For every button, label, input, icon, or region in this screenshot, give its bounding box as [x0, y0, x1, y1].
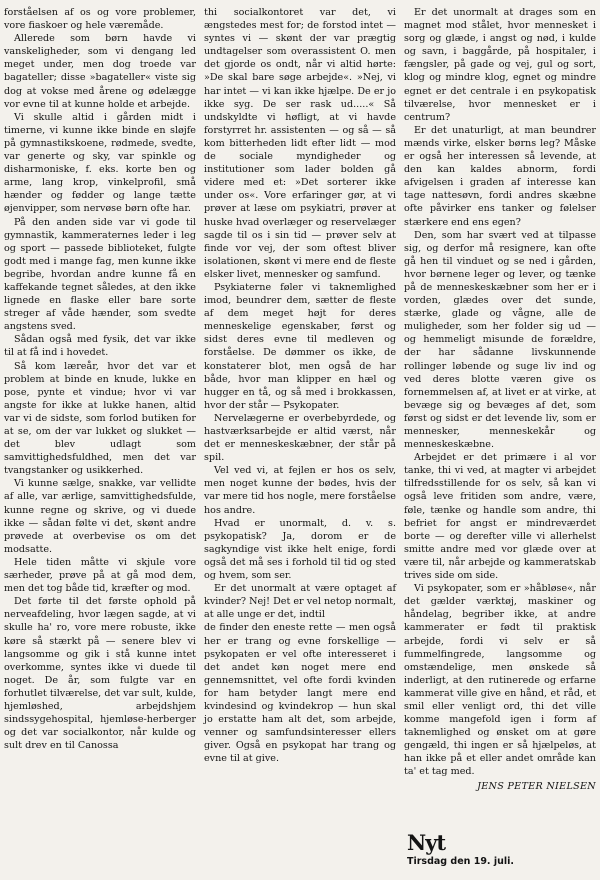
newspaper-logo: Nyt	[407, 830, 446, 855]
paragraph: Nervelægerne er overbebyrdede, og hastværksarbejde er altid værst, når det er menneskeskæbner, der står på spil.	[204, 412, 396, 464]
column-2	[204, 6, 396, 793]
paragraph: Arbejdet er det primære i al vor tanke, thi vi ved, at magter vi arbejdet tilfredsstillende for os selv, så kan vi også leve fritiden som andre, være, føle, tænke og handle som andre, thi befriet for angst er mindreværdet borte — og derefter ville vi allerhelst smitte andre med vor glæde over at være til, når arbejde og kammeratskab trives side om side.	[404, 452, 596, 582]
paragraph: Vel ved vi, at fejlen er hos os selv, men noget kunne der bødes, hvis der var mere tid hos nogle, mere forståelse hos andre.	[204, 465, 396, 516]
paragraph: Er det unormalt at drages som en magnet mod stålet, hvor mennesket i sorg og glæde, i angst og nød, i kulde og savn, i baggårde, på hospitaler, i fængsler, på gade og vej, gul og sort, klog og mindre klog, egnet og mindre egnet er det centrale i en psykopatisk tilværelse, hvor mennesket er i centrum?	[404, 7, 596, 123]
next-issue-notice	[407, 832, 597, 867]
paragraph: Hele tiden måtte vi skjule vore særheder, prøve på at gå mod dem, men det tog både tid, kræfter og mod.	[4, 556, 196, 595]
article-columns	[4, 6, 596, 793]
paragraph: Vi psykopater, som er »håbløse«, når det gælder værktøj, maskiner og håndelag, begriber ikke, at andre kammerater er født til praktisk arbejde, fordi vi selv er så fummelfingrede, langsomme og omstændelige, men ønskede så inderligt, at den rutinerede og erfarne kammerat ville give en hånd, et råd, et smil eller venligt ord, thi det ville komme mangefold igen i form af taknemlighed og ønsket om at gøre gengæld, thi ingen er så hjælpeløs, at han ikke på et eller andet område kan ta' et tag med.	[404, 583, 596, 778]
paragraph: forståelsen af os og vore problemer, vore fiaskoer og hele væremåde.	[4, 7, 196, 32]
paragraph: På den anden side var vi gode til gymnastik, kammeraternes leder i leg og sport — passede biblioteket, fulgte godt med i mange fag, men kunne ikke begribe, hvordan andre kunne få en kaffekande tegnet således, at den ikke lignede en flaske eller bare sorte streger af våde hænder, som svedte angstens sved.	[4, 216, 196, 333]
paragraph: Allerede som børn havde vi vanskeligheder, som vi dengang led meget under, men dog troede var bagateller; disse »bagateller« viste sig dog at vokse med årene og ødelægge vor evne til at kunne holde et arbejde.	[4, 33, 196, 110]
paragraph: Vi skulle altid i gården midt i timerne, vi kunne ikke binde en sløjfe på gymnastikskoene, rødmede, svedte, var generte og sky, var spinkle og disharmoniske, f. eks. korte ben og arme, lang krop, vinkelprofil, små hænder og fødder og lange tætte øjenvipper, som nervøse børn ofte har.	[4, 111, 196, 215]
paragraph: thi socialkontoret var det, vi ængstedes mest for; de forstod intet — syntes vi — skønt der var prægtig undtagelser som overassistent O. men det gjorde os ondt, når vi altid hørte: »De skal bare søge arbejde«. »Nej, vi har intet — vi kan ikke hjælpe. De er jo ikke syg. De ser rask ud.....« Så undskyldte vi høfligt, at vi havde forstyrret hr. assistenten — og så — så kom bitterheden lidt efter lidt — mod de sociale myndigheder og institutioner som lader bolden gå videre med et: »Det sorterer ikke under os«. Vore erfaringer gør, at vi prøver at læse om psykiatri, prøver at huske hvad overlæger og reservelæger sagde til os i sin tid — prøver selv at finde vor vej, der som oftest bliver isolationen, skønt vi mere end de fleste elsker livet, mennesker og samfund.	[204, 7, 396, 280]
paragraph: Er det unormalt at være optaget af kvinder? Nej! Det er vel netop normalt, at alle unge er det, indtil	[204, 583, 396, 621]
paragraph: Er det unaturligt, at man beundrer mænds virke, elsker børns leg? Måske er også her interessen så levende, at den kan kaldes abnorm, fordi afvigelsen i graden af interesse kan tage nattesøvn, fordi andres skæbne ofte påvirker ens tanker og følelser stærkere end ens egen?	[404, 124, 596, 228]
paragraph: Vi kunne sælge, snakke, var vellidte af alle, var ærlige, samvittighedsfulde, kunne regne og skrive, og vi duede ikke — sådan følte vi det, skønt andre prøvede at overbevise os om det modsatte.	[4, 478, 196, 555]
issue-date: Tirsdag den 19. juli.	[407, 856, 514, 867]
column-1	[4, 6, 196, 793]
column-3	[404, 6, 596, 793]
author-signature: JENS PETER NIELSEN	[477, 780, 596, 792]
paragraph: de finder den eneste rette — men også her er trang og evne forskellige — psykopaten er vel ofte interesseret i det andet køn noget mere end gennemsnittet, vel ofte fordi kvinden for ham betyder langt mere end kvindesind og kvindekrop — hun skal jo erstatte ham alt det, som arbejde, venner og samfundsinteresser ellers giver. Også en psykopat har trang og evne til at give.	[204, 622, 396, 765]
paragraph: Psykiaterne føler vi taknemlighed imod, beundrer dem, sætter de fleste af dem meget højt for deres menneskelige egenskaber, først og sidst deres evne til medleven og forståelse. De dømmer os ikke, de konstaterer blot, men også de har både, hvor man klipper en hæl og hugger en tå, og så med i brokkassen, hvor der står — Psykopater.	[204, 281, 396, 411]
paragraph: Så kom læreår, hvor det var et problem at binde en knude, lukke en pose, pynte et vindue; hvor vi var angste for ikke at lukke hanen, altid var vi de sidste, som forlod butiken for at se, om der var lukket og slukket — det blev udlagt som samvittighedsfuldhed, men det var tvangstanker og usikkerhed.	[4, 360, 196, 477]
paragraph: Sådan også med fysik, det var ikke til at få ind i hovedet.	[4, 334, 196, 359]
paragraph: Hvad er unormalt, d. v. s. psykopatisk? Ja, dorom er de sagkyndige vist ikke helt enige, fordi også det må ses i forhold til tid og sted og hvem, som ser.	[204, 517, 396, 582]
paragraph: Det førte til det første ophold på nerveafdeling, hvor lægen sagde, at vi skulle ha' ro, vore mere robuste, ikke køre så stærkt på — senere blev vi langsomme og gik i stå kunne intet overkomme, syntes ikke vi duede til noget. De år, som fulgte var en forhutlet tilværelse, det var sult, kulde, hjemløshed, arbejdshjem sindssygehospital, hjemløse-herberger og det var socialkontor, når kulde og sult drev en til Canossa	[4, 596, 196, 752]
paragraph: Den, som har svært ved at tilpasse sig, og derfor må resignere, kan ofte gå hen til vinduet og se ned i gården, hvor børnene leger og lever, og tænke på de menneskeskæbner som her er i vorden, glædes over det sunde, stærke, glade og vågne, alle de muligheder, som her folder sig ud — og hemmeligt misunde de forældre, der har sådanne livskunnende rollinger løbende og suge liv ind og ved deres blotte væren give os fornemmelsen af, at livet er at virke, at bevæge sig og bevæges af det, som først og sidst er det levende liv, som er mennesker, menneskekår og menneskeskæbne.	[404, 229, 596, 451]
